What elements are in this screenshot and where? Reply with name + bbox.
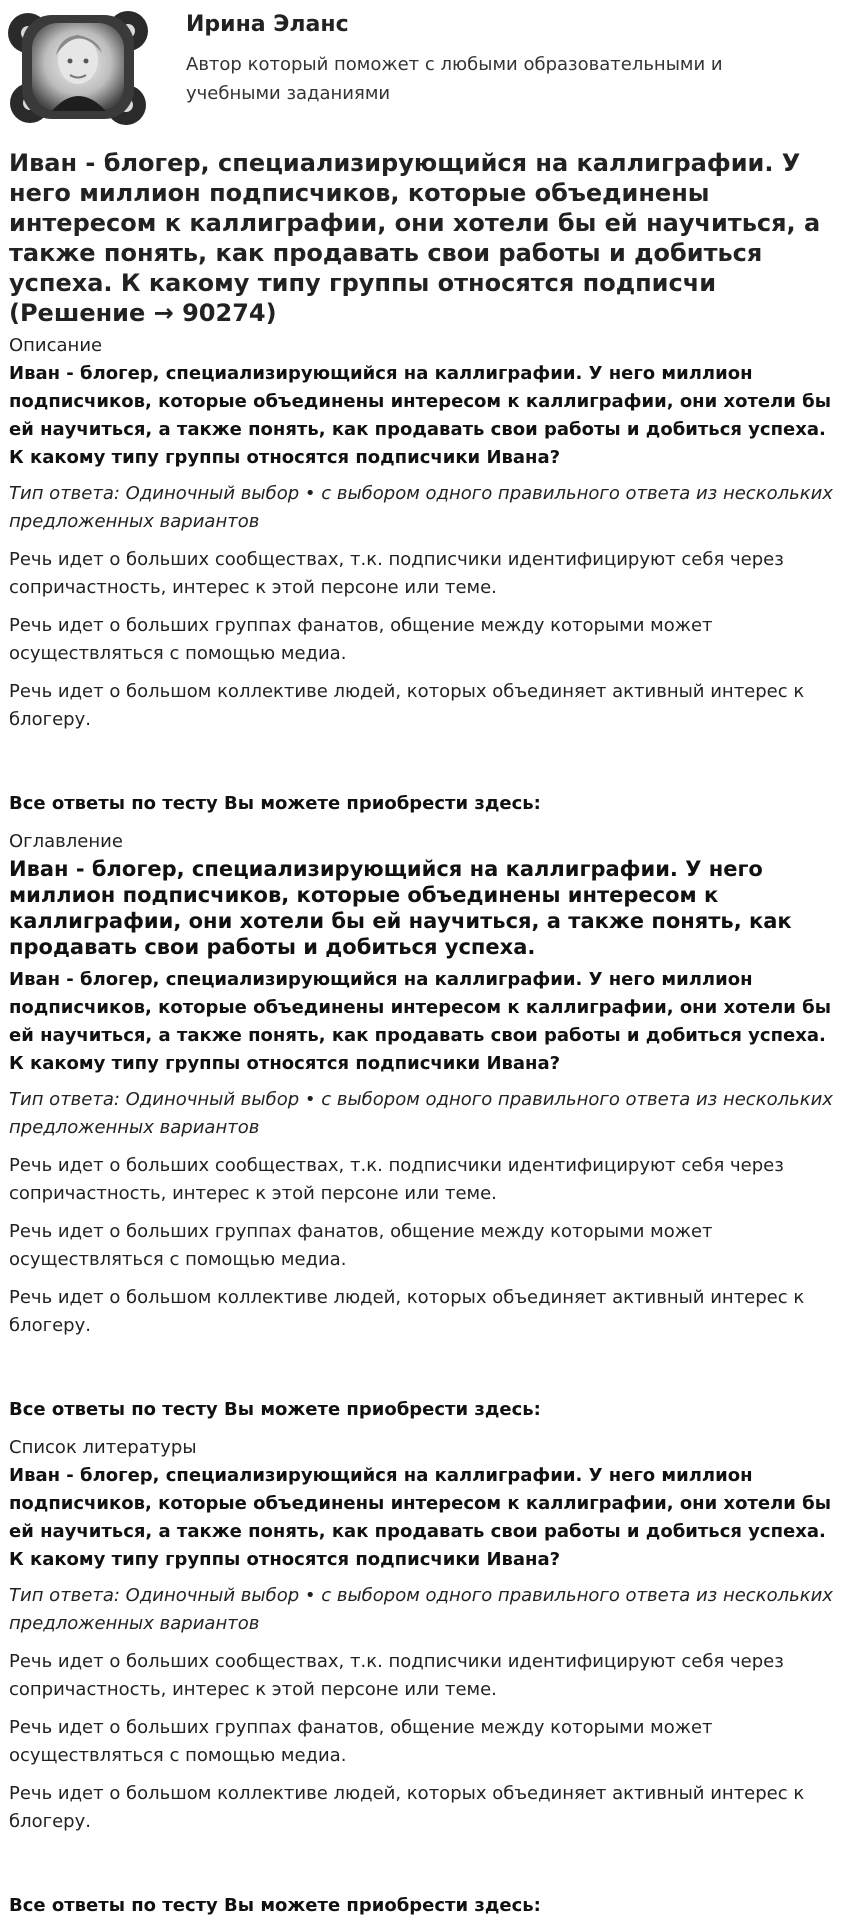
answer-option: Речь идет о больших сообществах, т.к. подписчики идентифицируют себя через сопричастность, интерес к этой персоне или теме. (9, 549, 784, 598)
section-heading: Иван - блогер, специализирующийся на каллиграфии. У него миллион подписчиков, которые объединены интересом к каллиграфии, они хотели бы ей научиться, а также понять, как продавать свои работы и добиться успеха. (9, 857, 792, 959)
section-label: Список литературы (9, 1437, 197, 1458)
author-avatar (6, 5, 150, 129)
main-content (9, 148, 837, 1918)
answer-option: Речь идет о большом коллективе людей, которых объединяет активный интерес к блогеру. (9, 1287, 805, 1336)
section-description (9, 334, 837, 816)
answer-option: Речь идет о больших сообществах, т.к. подписчики идентифицируют себя через сопричастность, интерес к этой персоне или теме. (9, 1155, 784, 1204)
answer-option: Речь идет о большом коллективе людей, которых объединяет активный интерес к блогеру. (9, 681, 805, 730)
section-label: Описание (9, 335, 103, 356)
answer-option: Речь идет о больших сообществах, т.к. подписчики идентифицируют себя через сопричастность, интерес к этой персоне или теме. (9, 1651, 784, 1700)
question-text: Иван - блогер, специализирующийся на каллиграфии. У него миллион подписчиков, которые объединены интересом к каллиграфии, они хотели бы ей научиться, а также понять, как продавать свои работы и добиться успеха. К какому типу группы относятся подписчики Ивана? (9, 1465, 832, 1570)
buy-answers-text: Все ответы по тесту Вы можете приобрести здесь: (9, 793, 541, 814)
page-title: Иван - блогер, специализирующийся на каллиграфии. У него миллион подписчиков, которые объединены интересом к каллиграфии, они хотели бы ей научиться, а также понять, как продавать свои работы и добиться успеха. К какому типу группы относятся подписчи (Решение → 90274) (9, 149, 821, 327)
answer-option: Речь идет о больших группах фанатов, общение между которыми может осуществляться с помощью медиа. (9, 615, 713, 664)
section-bibliography (9, 1436, 837, 1918)
answer-option: Речь идет о больших группах фанатов, общение между которыми может осуществляться с помощью медиа. (9, 1221, 713, 1270)
answer-option: Речь идет о больших группах фанатов, общение между которыми может осуществляться с помощью медиа. (9, 1717, 713, 1766)
author-name: Ирина Эланс (186, 12, 349, 37)
answer-type: Тип ответа: Одиночный выбор • с выбором одного правильного ответа из нескольких предложенных вариантов (9, 483, 833, 532)
answer-option: Речь идет о большом коллективе людей, которых объединяет активный интерес к блогеру. (9, 1783, 805, 1832)
answer-type: Тип ответа: Одиночный выбор • с выбором одного правильного ответа из нескольких предложенных вариантов (9, 1585, 833, 1634)
author-description: Автор который поможет с любыми образовательными и учебными заданиями (186, 54, 723, 104)
buy-answers-text: Все ответы по тесту Вы можете приобрести здесь: (9, 1895, 541, 1916)
question-text: Иван - блогер, специализирующийся на каллиграфии. У него миллион подписчиков, которые объединены интересом к каллиграфии, они хотели бы ей научиться, а также понять, как продавать свои работы и добиться успеха. К какому типу группы относятся подписчики Ивана? (9, 969, 832, 1074)
section-label: Оглавление (9, 831, 123, 852)
buy-answers-text: Все ответы по тесту Вы можете приобрести здесь: (9, 1399, 541, 1420)
question-text: Иван - блогер, специализирующийся на каллиграфии. У него миллион подписчиков, которые объединены интересом к каллиграфии, они хотели бы ей научиться, а также понять, как продавать свои работы и добиться успеха. К какому типу группы относятся подписчики Ивана? (9, 363, 832, 468)
answer-type: Тип ответа: Одиночный выбор • с выбором одного правильного ответа из нескольких предложенных вариантов (9, 1089, 833, 1138)
section-contents (9, 830, 837, 1422)
author-block (0, 0, 847, 140)
